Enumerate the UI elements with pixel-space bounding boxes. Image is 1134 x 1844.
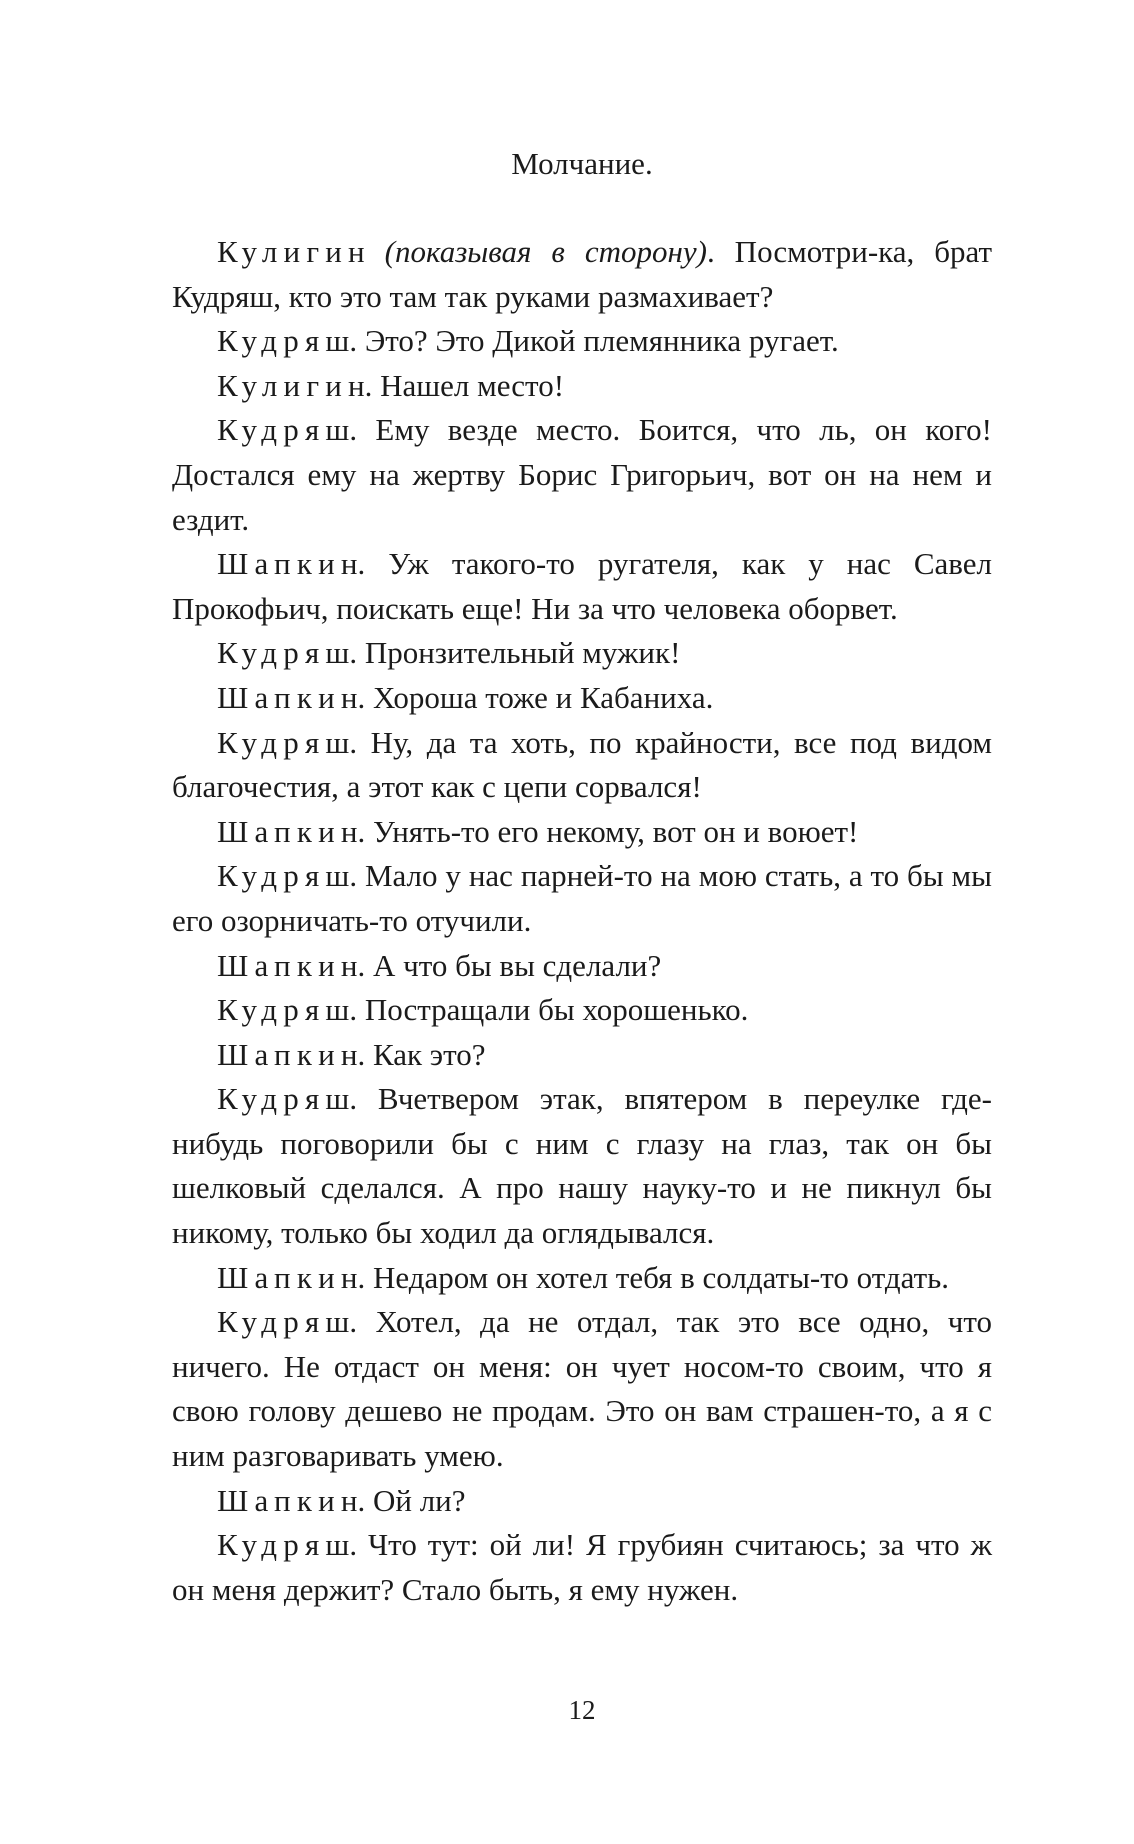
speaker-name: Шапкин: [217, 546, 364, 582]
speaker-name: Кудряш: [217, 1304, 356, 1340]
speaker-name: Кулигин: [217, 367, 371, 403]
dialogue-line: [172, 230, 992, 319]
dialogue-line: [172, 988, 992, 1033]
dialogue-line: [172, 676, 992, 721]
speaker-name: Кудряш: [217, 992, 356, 1028]
dialogue-line: [172, 542, 992, 631]
stage-direction-heading: Молчание.: [511, 146, 653, 181]
dialogue-line: [172, 1033, 992, 1078]
line-text: . Мало у нас парней-то на мою стать, а то бы мы его озорничать-то отучили.: [172, 858, 992, 938]
line-text: . Ему везде место. Боится, что ль, он кого! Достался ему на жертву Борис Григорьич, вот он на нем и ездит.: [172, 412, 992, 537]
line-text: . Что тут: ой ли! Я грубиян считаюсь; за что ж он меня держит? Стало быть, я ему нужен.: [172, 1527, 992, 1607]
dialogue-line: [172, 319, 992, 364]
line-text: . Постращали бы хорошенько.: [349, 992, 749, 1028]
line-text: . Нашел место!: [364, 367, 565, 403]
speaker-name: Кулигин: [217, 234, 371, 269]
line-text: . Унять-то его некому, вот он и воюет!: [357, 813, 859, 849]
speaker-name: Кудряш: [217, 724, 356, 760]
dialogue-line: [172, 364, 992, 409]
speaker-name: Шапкин: [217, 1482, 364, 1518]
dialogue-line: [172, 1523, 992, 1612]
speaker-name: Шапкин: [217, 813, 364, 849]
line-text: . Вчетвером этак, впятером в переулке где-нибудь поговорили бы с ним с глазу на глаз, так он бы шелковый сделался. А про нашу науку-то и не пикнул бы никому, только бы ходил да оглядывался.: [172, 1081, 992, 1251]
speaker-name: Кудряш: [217, 1081, 356, 1117]
speaker-name: Кудряш: [217, 858, 356, 894]
line-text: . Пронзительный мужик!: [349, 635, 681, 671]
dialogue-line: [172, 408, 992, 542]
dialogue-line: [172, 854, 992, 943]
line-text: . Уж такого-то ругателя, как у нас Савел Прокофьич, поискать еще! Ни за что человека оборвет.: [172, 546, 992, 626]
speaker-name: Шапкин: [217, 1036, 364, 1072]
dialogue-line: [172, 944, 992, 989]
speaker-name: Кудряш: [217, 635, 356, 671]
line-text: . Хороша тоже и Кабаниха.: [357, 679, 714, 715]
line-text: . А что бы вы сделали?: [357, 947, 662, 983]
dialogue-line: [172, 810, 992, 855]
line-text: . Ой ли?: [357, 1482, 466, 1518]
line-text: . Это? Это Дикой племянника ругает.: [349, 323, 839, 359]
dialogue-line: [172, 631, 992, 676]
line-text: . Как это?: [357, 1036, 486, 1072]
dialogue-text: [172, 230, 992, 1612]
page-number: 12: [568, 1695, 596, 1725]
dialogue-line: [172, 1077, 992, 1255]
speaker-name: Кудряш: [217, 412, 356, 448]
book-page: [172, 0, 992, 1844]
line-text: . Хотел, да не отдал, так это все одно, что ничего. Не отдаст он меня: он чует носом-то своим, что я свою голову дешево не продам. Это он вам страшен-то, а я с ним разговаривать умею.: [172, 1304, 992, 1474]
speaker-name: Шапкин: [217, 1259, 364, 1295]
speaker-name: Шапкин: [217, 947, 364, 983]
dialogue-line: [172, 721, 992, 810]
speaker-name: Кудряш: [217, 323, 356, 359]
dialogue-line: [172, 1300, 992, 1478]
speaker-name: Шапкин: [217, 679, 364, 715]
dialogue-line: [172, 1479, 992, 1524]
line-text: . Посмотри-ка, брат Кудряш, кто это там так руками размахивает?: [172, 234, 992, 314]
speaker-name: Кудряш: [217, 1527, 356, 1563]
dialogue-line: [172, 1256, 992, 1301]
stage-direction: (показывая в сторону): [384, 234, 707, 269]
line-text: . Ну, да та хоть, по крайности, все под видом благочестия, а этот как с цепи сорвался!: [172, 724, 992, 805]
line-text: . Недаром он хотел тебя в солдаты-то отдать.: [357, 1259, 950, 1295]
